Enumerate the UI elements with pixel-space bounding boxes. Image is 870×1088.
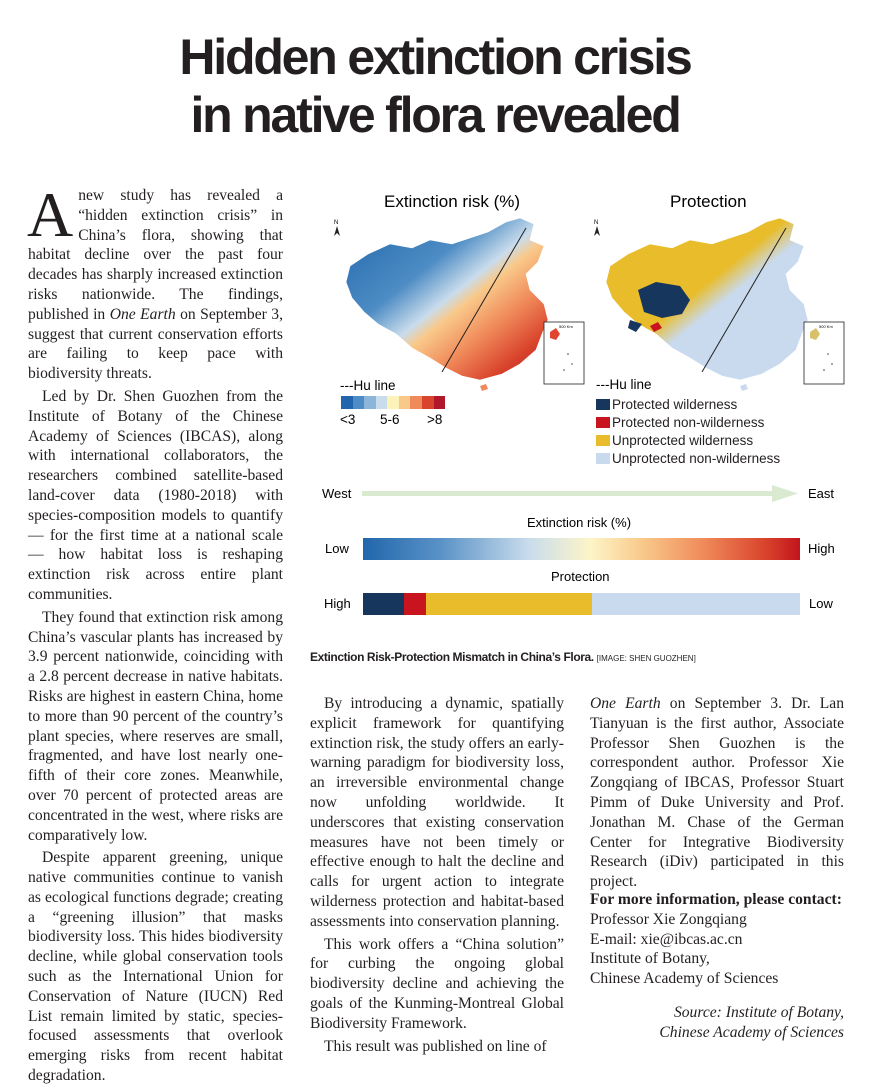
- legend-label: Unprotected non-wilderness: [612, 450, 781, 466]
- legend-swatch: [596, 399, 610, 410]
- risk-tick-mid: 5-6: [380, 412, 400, 427]
- figure-caption: Extinction Risk-Protection Mismatch in China’s Flora. [IMAGE: SHEN GUOZHEN]: [310, 650, 696, 664]
- south-china-sea-inset-right: [804, 322, 844, 384]
- protection-bar-title: Protection: [551, 569, 610, 584]
- contact-email: E-mail: xie@ibcas.ac.cn: [590, 930, 743, 948]
- risk-gradient-bar: [363, 538, 800, 560]
- contact-name: Professor Xie Zongqiang: [590, 910, 747, 928]
- headline: [0, 28, 870, 144]
- north-arrow: [334, 220, 340, 236]
- protection-legend: [596, 395, 780, 467]
- risk-swatch: [434, 396, 446, 409]
- paragraph-3: They found that extinction risk among China’s vascular plants has increased by 3.9 percent nationwide, coinciding with a 2.8 percent decrease in native habitats. Risks are highest in eastern China, home to more than 90 percent of the country’s plant species, where reserves are small, fragmented, and have lost nearly one-fifth of their core zones. Meanwhile, over 70 percent of protected areas are concentrated in the west, where risks are comparatively low.: [28, 608, 283, 844]
- contact-heading: For more information, please contact:: [590, 891, 842, 908]
- protection-bar-protected-nonwilderness: [404, 593, 426, 615]
- extinction-risk-map-title: Extinction risk (%): [384, 192, 521, 211]
- paragraph-5: By introducing a dynamic, spatially explicit framework for quantifying extinction risk, the study offers an early-warning paradigm for biodiversity loss, an irreversible environmental change now unfolding worldwide. It underscores that existing conservation measures have not been timely or effective enough to halt the decline and calls for urgent action to integrate wilderness protection and habitat-based assessments into conservation planning.: [310, 695, 564, 930]
- article-column-3: [590, 694, 844, 1043]
- hainan-island: [480, 384, 488, 391]
- contact-block: [590, 890, 844, 989]
- scale-label-right: 500 Km: [819, 324, 833, 329]
- protection-map: [590, 214, 852, 392]
- legend-swatch: [596, 453, 610, 464]
- east-label: East: [808, 486, 835, 501]
- north-arrow-right: [594, 220, 600, 236]
- risk-swatch: [399, 396, 411, 409]
- protection-bar-protected-wilderness: [363, 593, 404, 615]
- source-credit: Source: Institute of Botany, Chinese Academy of Sciences: [659, 1003, 844, 1041]
- risk-swatch: [341, 396, 353, 409]
- risk-swatch: [364, 396, 376, 409]
- protection-legend-item: [596, 431, 780, 449]
- paragraph-7-continued: One Earth on September 3. Dr. Lan Tianyuan is the first author, Associate Professor Shen Guozhen is the correspondent author. Professor Xie Zongqiang of IBCAS, Professor Stuart Pimm of Duke University and Prof. Jonathan M. Chase of the German Center for Integrative Biodiversity Research (iDiv) participated in this project.: [590, 695, 845, 891]
- paragraph-1: A new study has revealed a “hidden extinction crisis” in China’s flora, showing that habitat decline over the past four decades has sharply increased extinction risks nationwide. The findings, published in One Earth on September 3, suggest that current conservation efforts are failing to keep pace with biodiversity threats.: [27, 179, 283, 383]
- protection-legend-item: [596, 449, 780, 467]
- paragraph-4: Despite apparent greening, unique native communities continue to vanish as ecological functions degrade; creating a “greening illusion” that masks biodiversity loss. This hides biodiversity decline, while global conservation tools such as the International Union for Conservation of Nature (IUCN) Red List remain limited by static, species-focused assessments that overlook emerging risks from recent habitat degradation.: [28, 849, 283, 1085]
- protection-bar-unprotected-nonwilderness: [592, 593, 800, 615]
- hu-line-legend-right: ---Hu line: [596, 377, 652, 392]
- risk-bar-low: Low: [325, 541, 349, 556]
- risk-tick-low: <3: [340, 412, 356, 427]
- risk-swatch: [387, 396, 399, 409]
- north-label-right: N: [594, 220, 599, 226]
- legend-swatch: [596, 435, 610, 446]
- risk-swatch: [376, 396, 388, 409]
- headline-line-2: in native flora revealed: [190, 87, 680, 143]
- article-column-1: [27, 179, 283, 1088]
- legend-label: Unprotected wilderness: [612, 432, 754, 448]
- journal-name: One Earth: [109, 305, 176, 323]
- paragraph-6: This work offers a “China solution” for curbing the ongoing global biodiversity decline and achieving the goals of the Kunming-Montreal Global Biodiversity Framework.: [310, 935, 564, 1032]
- caption-credit: [IMAGE: SHEN GUOZHEN]: [596, 654, 696, 663]
- paragraph-2: Led by Dr. Shen Guozhen from the Institute of Botany of the Chinese Academy of Sciences (IBCAS), along with international collaborators, the researchers combined satellite-based land-cover data (1980-2018) with species-composition models to quantify — for the first time at a national scale — how habitat loss is reshaping extinction risk across entire plant communities.: [28, 387, 283, 603]
- paragraph-7: This result was published on line of: [324, 1037, 547, 1055]
- extinction-risk-map: [330, 214, 592, 392]
- hu-line-legend-left: ---Hu line: [340, 378, 396, 393]
- article-column-2: [310, 694, 564, 1059]
- protection-legend-item: [596, 395, 780, 413]
- protection-map-title: Protection: [670, 192, 747, 211]
- risk-bar-title: Extinction risk (%): [527, 515, 632, 530]
- risk-swatch: [422, 396, 434, 409]
- scale-label-left: 500 Km: [559, 324, 573, 329]
- south-china-sea-inset: [544, 322, 584, 384]
- risk-swatch: [410, 396, 422, 409]
- protection-bar: [363, 593, 800, 615]
- risk-swatch: [353, 396, 365, 409]
- west-label: West: [322, 486, 352, 501]
- protection-legend-item: [596, 413, 780, 431]
- risk-bar-high: High: [808, 541, 835, 556]
- journal-name-3: One Earth: [590, 695, 661, 712]
- risk-tick-high: >8: [427, 412, 443, 427]
- legend-swatch: [596, 417, 610, 428]
- protection-bar-low: Low: [809, 596, 833, 611]
- headline-line-1: Hidden extinction crisis: [179, 29, 691, 85]
- north-label: N: [334, 220, 339, 226]
- legend-label: Protected wilderness: [612, 396, 738, 412]
- protection-bar-high: High: [324, 596, 351, 611]
- risk-color-scale: [341, 396, 445, 409]
- west-east-arrow: [362, 484, 802, 504]
- contact-org-1: Institute of Botany,: [590, 950, 710, 968]
- legend-label: Protected non-wilderness: [612, 414, 765, 430]
- drop-cap: A: [27, 179, 74, 250]
- protection-bar-unprotected-wilderness: [426, 593, 592, 615]
- contact-org-2: Chinese Academy of Sciences: [590, 970, 779, 988]
